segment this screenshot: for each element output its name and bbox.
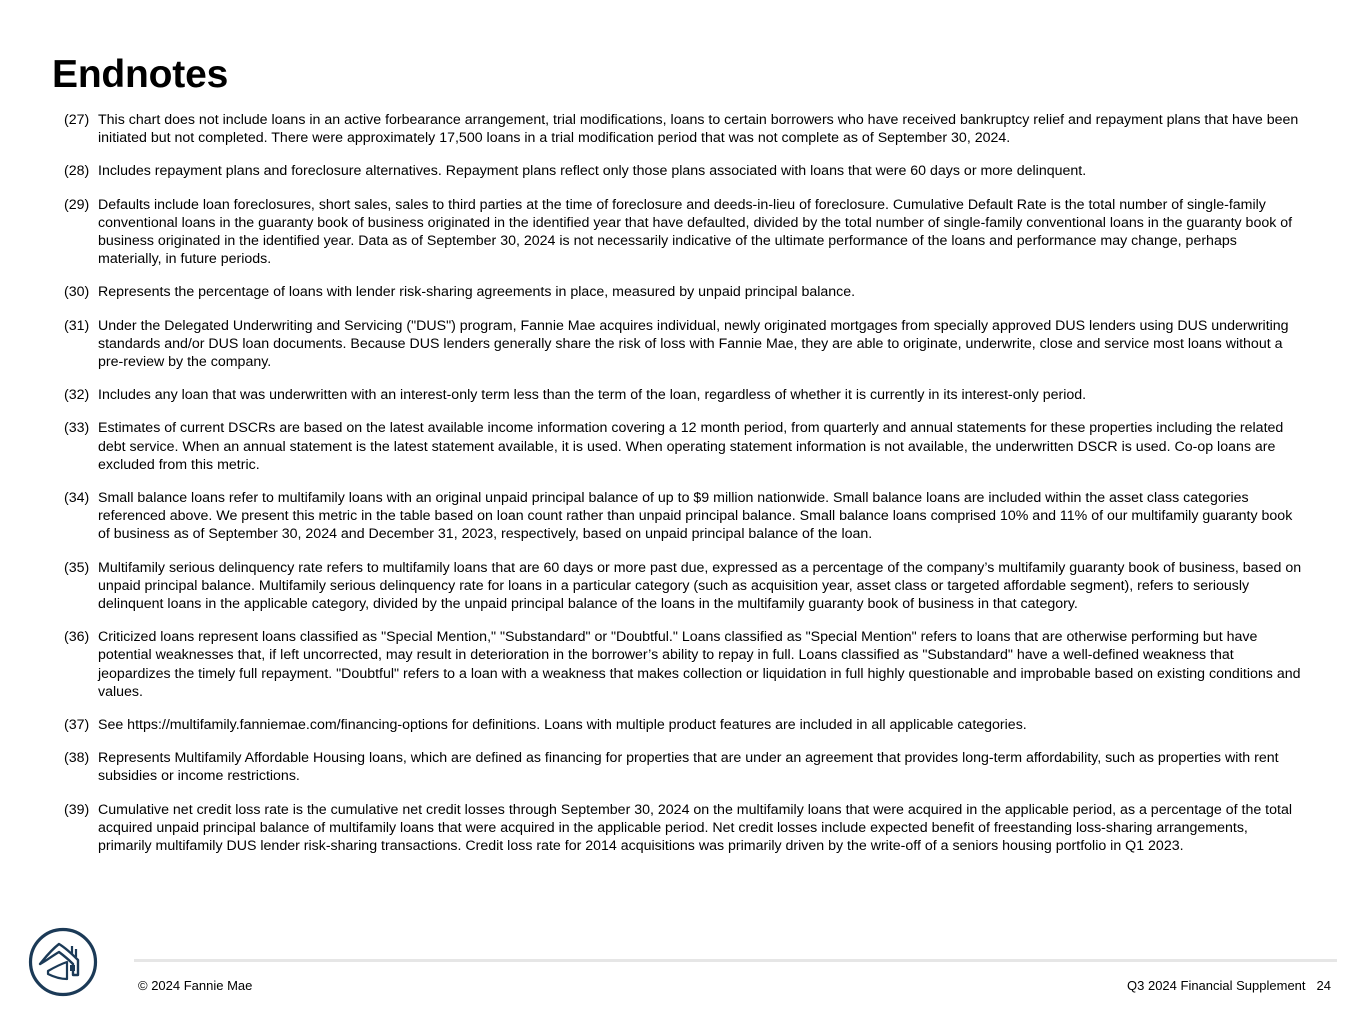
footer-copyright: © 2024 Fannie Mae: [138, 978, 253, 993]
endnote-number: (32): [64, 387, 90, 404]
endnote-text: Defaults include loan foreclosures, short sales, sales to third parties at the time of foreclosure and deeds-in-lieu of foreclosure. Cumulative Default Rate is the total number of single-family conventional loans in the guaranty book of business originated in the identified year that have defaulted, divided by the total number of single-family conventional loans in the guaranty book of business originated in the identified year. Data as of September 30, 2024 is not necessarily indicative of the ultimate performance of the loans and performance may change, perhaps materially, in future periods.: [98, 196, 1293, 268]
fannie-mae-house-logo-icon: [28, 927, 98, 997]
endnote-text: Small balance loans refer to multifamily loans with an original unpaid principal balance of up to $9 million nationwide. Small balance loans are included within the asset class categories referenced above. We present this metric in the table based on loan count rather than unpaid principal balance. Small balance loans comprised 10% and 11% of our multifamily guaranty book of business as of September 30, 2024 and December 31, 2023, respectively, based on unpaid principal balance of the loan.: [98, 490, 1293, 543]
endnote-38: [64, 749, 1304, 785]
endnotes-list: [64, 111, 1304, 870]
endnote-number: (33): [64, 420, 90, 437]
endnote-33: [64, 419, 1304, 474]
logo-house-wall: [48, 962, 67, 979]
endnote-number: (38): [64, 750, 90, 767]
footer-page-number: 24: [1316, 978, 1331, 993]
page-title: Endnotes: [52, 53, 229, 96]
endnote-number: (28): [64, 163, 90, 180]
endnote-34: [64, 489, 1304, 544]
endnote-text: Criticized loans represent loans classified as "Special Mention," "Substandard" or "Doubtful." Loans classified as "Special Mention" refers to loans that are otherwise performing but have potential weaknesses that, if left uncorrected, may result in deterioration in the borrower’s ability to repay in full. Loans classified as "Substandard" have a well-defined weakness that jeopardizes the timely full repayment. "Doubtful" refers to a loan with a weakness that makes collection or liquidation in full highly questionable and improbable based on existing conditions and values.: [98, 629, 1301, 700]
endnote-number: (30): [64, 284, 90, 301]
endnote-32: [64, 386, 1304, 404]
endnote-text: Cumulative net credit loss rate is the cumulative net credit losses through September 30, 2024 on the multifamily loans that were acquired in the applicable period, as a percentage of the total acquired unpaid principal balance of multifamily loans that were acquired in the applicable period. Net credit losses include expected benefit of freestanding loss-sharing arrangements, primarily multifamily DUS lender risk-sharing transactions. Credit loss rate for 2014 acquisitions was primarily driven by the write-off of a seniors housing portfolio in Q1 2023.: [98, 801, 1293, 855]
endnote-text: Includes repayment plans and foreclosure alternatives. Repayment plans reflect only those plans associated with loans that were 60 days or more delinquent.: [98, 163, 1087, 180]
endnote-text: See https://multifamily.fanniemae.com/financing-options for definitions. Loans with multiple product features are included in all applicable categories.: [98, 717, 1027, 734]
footer-document-info: [1127, 978, 1331, 994]
endnote-number: (31): [64, 317, 90, 334]
endnote-text: Includes any loan that was underwritten with an interest-only term less than the term of the loan, regardless of whether it is currently in its interest-only period.: [98, 387, 1087, 404]
endnote-number: (39): [64, 801, 90, 818]
endnote-30: [64, 283, 1304, 301]
endnote-37: [64, 716, 1304, 734]
footer-divider: [134, 959, 1337, 962]
endnote-29: [64, 196, 1304, 269]
endnote-text: This chart does not include loans in an active forbearance arrangement, trial modifications, loans to certain borrowers who have received bankruptcy relief and repayment plans that have been initiated but not completed. There were approximately 17,500 loans in a trial modification period that was not complete as of September 30, 2024.: [98, 112, 1299, 147]
endnote-28: [64, 162, 1304, 180]
footer-document-title: Q3 2024 Financial Supplement: [1127, 978, 1306, 993]
endnote-text: Represents Multifamily Affordable Housing loans, which are defined as financing for properties that are under an agreement that provides long-term affordability, such as properties with rent subsidies or income restrictions.: [98, 750, 1279, 785]
endnote-27: [64, 111, 1304, 147]
endnote-35: [64, 559, 1304, 614]
endnote-number: (37): [64, 717, 90, 734]
endnote-text: Estimates of current DSCRs are based on the latest available income information covering a 12 month period, from quarterly and annual statements for these properties including the related debt service. When an annual statement is the latest statement available, it is used. When operating statement information is not available, the underwritten DSCR is used. Co-op loans are excluded from this metric.: [98, 420, 1284, 473]
logo-window: [70, 965, 75, 971]
endnote-text: Multifamily serious delinquency rate refers to multifamily loans that are 60 days or more past due, expressed as a percentage of the company’s multifamily guaranty book of business, based on unpaid principal balance. Multifamily serious delinquency rate for loans in a particular category (such as acquisition year, asset class or targeted affordable segment), refers to seriously delinquent loans in the applicable category, divided by the unpaid principal balance of the loans in the multifamily guaranty book of business in that category.: [98, 559, 1302, 613]
endnote-number: (29): [64, 196, 90, 213]
endnote-number: (36): [64, 629, 90, 646]
endnote-31: [64, 317, 1304, 372]
endnote-number: (27): [64, 112, 90, 128]
endnote-number: (35): [64, 559, 90, 576]
endnote-36: [64, 628, 1304, 701]
endnote-text: Represents the percentage of loans with lender risk-sharing agreements in place, measured by unpaid principal balance.: [98, 284, 856, 301]
endnote-number: (34): [64, 490, 90, 507]
endnote-text: Under the Delegated Underwriting and Servicing ("DUS") program, Fannie Mae acquires individual, newly originated mortgages from specially approved DUS lenders using DUS underwriting standards and/or DUS loan documents. Because DUS lenders generally share the risk of loss with Fannie Mae, they are able to originate, underwrite, close and service most loans without a pre-review by the company.: [98, 317, 1289, 371]
endnote-39: [64, 801, 1304, 856]
